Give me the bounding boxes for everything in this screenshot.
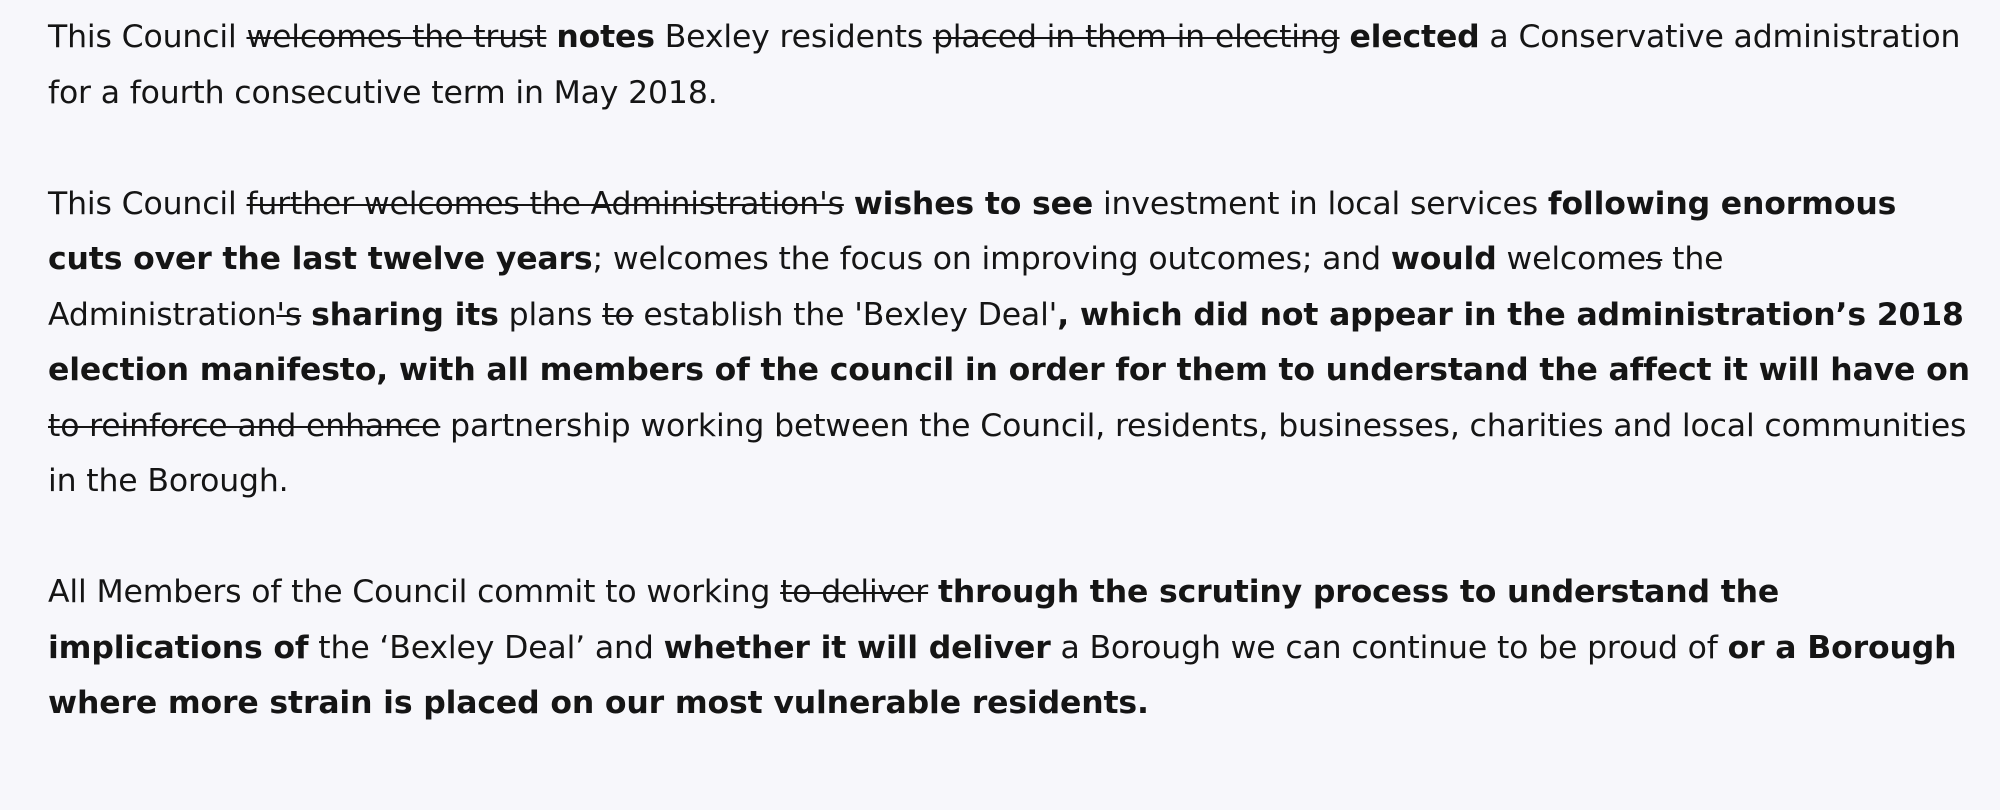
text-segment xyxy=(928,574,938,610)
text-segment: establish the 'Bexley Deal' xyxy=(633,296,1058,333)
paragraph-1 xyxy=(48,10,1973,121)
inserted-text: through the scrutiny process to understand the implications of xyxy=(48,574,1780,666)
text-segment xyxy=(844,186,854,222)
text-segment: This Council xyxy=(48,185,247,222)
deleted-text: placed in them in electing xyxy=(932,19,1340,55)
deleted-text: to xyxy=(602,296,634,333)
inserted-text: sharing its xyxy=(311,296,499,333)
text-segment: welcome xyxy=(1496,241,1646,277)
text-segment xyxy=(1340,19,1350,55)
deleted-text: to reinforce and enhance xyxy=(48,407,441,444)
inserted-text: , which did not appear in the administration’s 2018 election manifesto, with all members of the council in order for them to understand the affect it will have on xyxy=(48,296,1970,388)
text-segment: partnership working between the Council, residents, businesses, charities and local communities in the Borough. xyxy=(48,407,1967,499)
paragraph-2 xyxy=(48,177,1973,510)
text-segment: a Conservative administration for a fourth consecutive term in May 2018. xyxy=(48,19,1961,111)
text-segment: the Administration xyxy=(48,241,1724,333)
document-text xyxy=(48,10,1973,732)
deleted-text: s xyxy=(1645,241,1663,277)
deleted-text: further welcomes the Administration's xyxy=(246,185,844,222)
inserted-text: would xyxy=(1390,241,1497,277)
text-segment: investment in local services xyxy=(1093,185,1548,222)
inserted-text: wishes to see xyxy=(853,185,1094,222)
inserted-text: or a Borough where more strain is placed on our most vulnerable residents. xyxy=(48,629,1957,721)
deleted-text: welcomes the trust xyxy=(246,19,547,55)
paragraph-3 xyxy=(48,565,1973,732)
text-segment: the ‘Bexley Deal’ and xyxy=(308,629,664,666)
text-segment: a Borough we can continue to be proud of xyxy=(1050,629,1728,666)
inserted-text: notes xyxy=(556,19,655,55)
inserted-text: elected xyxy=(1349,19,1480,55)
inserted-text: following enormous cuts over the last twelve years xyxy=(48,185,1897,277)
text-segment: This Council xyxy=(48,19,247,55)
text-segment: Bexley residents xyxy=(654,19,933,55)
text-segment xyxy=(546,19,556,55)
text-segment: All Members of the Council commit to working xyxy=(48,574,781,610)
text-segment: plans xyxy=(498,296,603,333)
inserted-text: whether it will deliver xyxy=(663,629,1051,666)
text-segment: ; welcomes the focus on improving outcomes; and xyxy=(592,241,1391,277)
text-segment xyxy=(301,297,311,333)
deleted-text: to deliver xyxy=(780,574,929,610)
deleted-text: 's xyxy=(276,296,302,333)
